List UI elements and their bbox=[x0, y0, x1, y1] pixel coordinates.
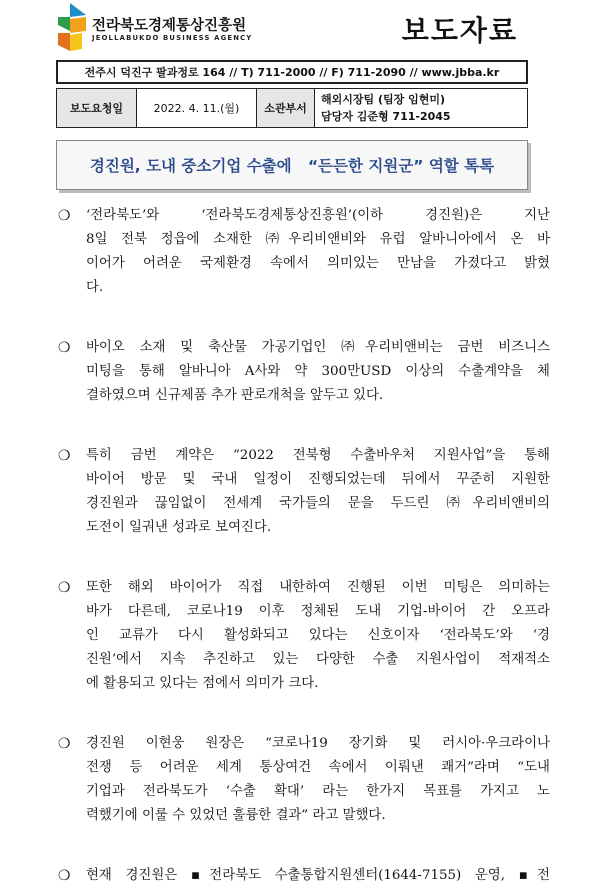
contact-info-bar bbox=[56, 60, 528, 84]
paragraph-6 bbox=[56, 864, 550, 888]
bullet-circle-icon: ❍ bbox=[58, 580, 71, 596]
agency-logo-icon bbox=[56, 3, 86, 51]
text-line: 바이오 소재 및 축산물 가공기업인 ㈜우리비앤비는 금번 비즈니스 bbox=[86, 340, 550, 355]
text-line: 전쟁 등 어려운 세계 통상여건 속에서 이뤄낸 쾌거”라며 “도내 bbox=[86, 760, 550, 775]
release-info-table bbox=[56, 88, 528, 128]
bullet-circle-icon: ❍ bbox=[58, 736, 71, 752]
text-line: 경진원과 끊임없이 전세계 국가들의 문을 두드린 ㈜우리비앤비의 bbox=[86, 496, 550, 511]
text-line: 경진원 이현웅 원장은 “코로나19 장기화 및 러시아·우크라이나 bbox=[86, 736, 550, 751]
text-line: 력했기에 이룰 수 있었던 훌륭한 결과” 라고 말했다. bbox=[86, 808, 386, 823]
text-line: 바가 다른데, 코로나19 이후 정체된 도내 기업-바이어 간 오프라 bbox=[86, 604, 550, 619]
page-header bbox=[0, 0, 600, 60]
org-name-english: JEOLLABUKDO BUSINESS AGENCY bbox=[92, 34, 253, 42]
paragraph-1 bbox=[56, 204, 550, 300]
bullet-circle-icon: ❍ bbox=[58, 340, 71, 356]
contact-person: 담당자 김준형 711-2045 bbox=[321, 110, 451, 123]
headline-text: 경진원, 도내 중소기업 수출에 “든든한 지원군” 역할 톡톡 bbox=[89, 157, 495, 175]
bullet-circle-icon: ❍ bbox=[58, 448, 71, 464]
text-line: 다. bbox=[86, 280, 104, 295]
press-body bbox=[56, 204, 550, 888]
request-date-value: 2022. 4. 11.(월) bbox=[137, 89, 257, 127]
paragraph-5 bbox=[56, 732, 550, 828]
text-line: 특히 금번 계약은 “2022 전북형 수출바우처 지원사업”을 통해 bbox=[86, 448, 550, 463]
department-info bbox=[315, 89, 527, 127]
headline-box bbox=[56, 140, 528, 190]
text-line: 8일 전북 정읍에 소재한 ㈜우리비앤비와 유럽 알바니아에서 온 바 bbox=[86, 232, 550, 247]
contact-line: 전주시 덕진구 팔과정로 164 // T) 711-2000 // F) 711-2090 // www.jbba.kr bbox=[84, 66, 500, 79]
text-line: 에 활용되고 있다는 점에서 의미가 크다. bbox=[86, 676, 319, 691]
text-line: 결하였으며 신규제품 추가 판로개척을 앞두고 있다. bbox=[86, 388, 384, 403]
paragraph-2 bbox=[56, 336, 550, 408]
text-line: 도전이 일궈낸 성과로 보여진다. bbox=[86, 520, 272, 535]
text-line: ‘전라북도’와 ‘전라북도경제통상진흥원’(이하 경진원)은 지난 bbox=[86, 208, 550, 223]
text-line: 진원’에서 지속 추진하고 있는 다양한 수출 지원사업이 적재적소 bbox=[86, 652, 550, 667]
paragraph-4 bbox=[56, 576, 550, 696]
request-date-label: 보도요청일 bbox=[57, 89, 137, 127]
text-line: 이어가 어려운 국제환경 속에서 의미있는 만남을 가졌다고 밝혔 bbox=[86, 256, 550, 271]
bullet-circle-icon: ❍ bbox=[58, 868, 71, 884]
text-line: 기업과 전라북도가 ‘수출 확대’ 라는 한가지 목표를 가지고 노 bbox=[86, 784, 550, 799]
bullet-circle-icon: ❍ bbox=[58, 208, 71, 224]
text-line: 현재 경진원은 ▪전라북도 수출통합지원센터(1644-7155) 운영, ▪전 bbox=[86, 868, 550, 883]
text-line: 또한 해외 바이어가 직접 내한하여 진행된 이번 미팅은 의미하는 bbox=[86, 580, 550, 595]
document-type-title: 보도자료 bbox=[401, 14, 518, 47]
text-line: 미팅을 통해 알바니아 A사와 약 300만USD 이상의 수출계약을 체 bbox=[86, 364, 550, 379]
text-line: 바이어 방문 및 국내 일정이 진행되었는데 뒤에서 꾸준히 지원한 bbox=[86, 472, 550, 487]
org-name-korean: 전라북도경제통상진흥원 bbox=[92, 18, 247, 34]
text-line: 인 교류가 다시 활성화되고 있다는 신호이자 ‘전라북도’와 ‘경 bbox=[86, 628, 550, 643]
department-label: 소관부서 bbox=[257, 89, 315, 127]
department-name: 해외시장팀 (팀장 임현미) bbox=[321, 93, 445, 106]
paragraph-3 bbox=[56, 444, 550, 540]
